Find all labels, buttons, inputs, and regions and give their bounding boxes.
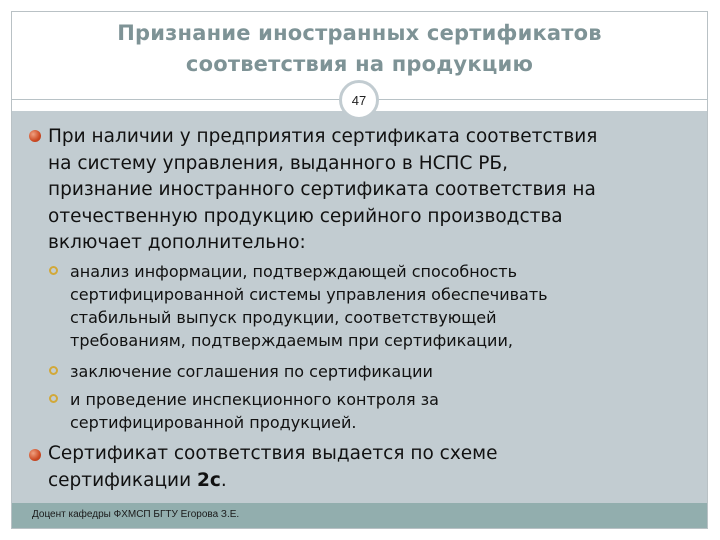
paragraph-line: отечественную продукцию серийного производства	[48, 205, 563, 227]
sub-bullet-line: требованиям, подтверждаемым при сертификации,	[70, 331, 513, 350]
paragraph-line: признание иностранного сертификата соответствия на	[48, 179, 596, 200]
sub-bullet-2	[70, 360, 433, 383]
sub-bullet-ring-icon	[49, 266, 58, 275]
sub-bullet-line: сертифицированной системы управления обеспечивать	[70, 285, 548, 304]
bullet-dot-icon	[29, 130, 41, 142]
bullet-paragraph-1	[48, 124, 597, 257]
bullet-paragraph-2	[48, 441, 498, 494]
slide-number: 47	[351, 92, 367, 108]
slide-number-badge	[339, 80, 379, 120]
sub-bullet-ring-icon	[49, 394, 58, 403]
paragraph-line: включает дополнительно:	[48, 232, 306, 253]
slide-title	[11, 18, 708, 80]
sub-bullet-line: стабильный выпуск продукции, соответствующей	[70, 308, 497, 327]
sub-bullet-1	[70, 260, 548, 352]
scheme-code: 2с	[196, 469, 221, 491]
slide-title-line-1: Признание иностранных сертификатов	[117, 21, 602, 45]
bullet-dot-icon	[29, 449, 41, 461]
footer-author: Доцент кафедры ФХМСП БГТУ Егорова З.Е.	[32, 509, 240, 520]
sub-bullet-line: сертифицированной продукцией.	[70, 413, 357, 432]
sub-bullet-3	[70, 388, 439, 434]
scheme-suffix: .	[220, 469, 227, 491]
slide-title-line-2: соответствия на продукцию	[185, 52, 534, 76]
paragraph-line	[48, 468, 498, 495]
paragraph-line: При наличии у предприятия сертификата соответствия	[48, 126, 598, 147]
sub-bullet-ring-icon	[49, 366, 58, 375]
sub-bullet-line: и проведение инспекционного контроля за	[70, 390, 439, 409]
paragraph-line: Сертификат соответствия выдается по схеме	[48, 443, 498, 464]
scheme-prefix: сертификации	[48, 469, 197, 491]
sub-bullet-line: анализ информации, подтверждающей способность	[70, 262, 518, 281]
paragraph-line: на систему управления, выданного в НСПС РБ,	[48, 152, 508, 174]
sub-bullet-line: заключение соглашения по сертификации	[70, 362, 433, 381]
